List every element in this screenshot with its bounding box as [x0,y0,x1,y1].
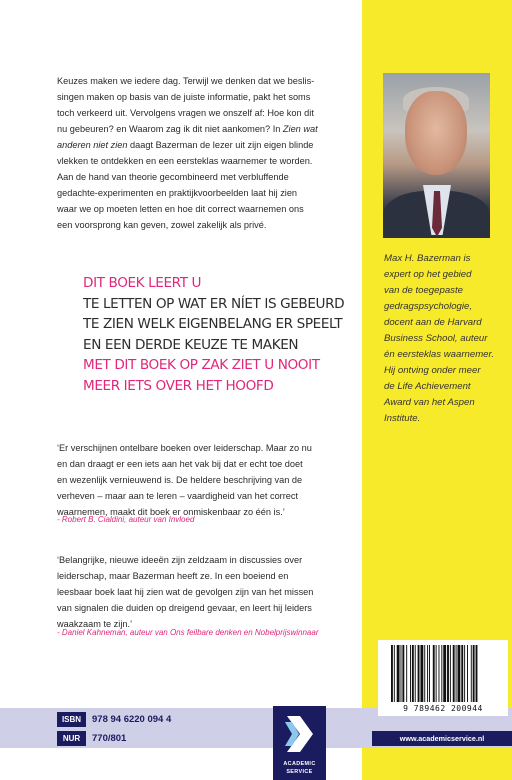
photo-face [405,91,467,175]
quote-line: leiderschap, maar Bazerman heeft ze. In een boeiend en [57,571,289,581]
publisher-name-2: SERVICE [286,769,313,775]
quote-cialdini [57,440,352,520]
quote-line: leesbaar boek laat hij zien wat de gevolgen zijn van het missen [57,587,314,597]
quote-line: waarnemen, maakt dit boek er onmiskenbaar zo één is.’ [57,507,285,517]
publisher-name-1: ACADEMIC [283,761,316,767]
bio-line: de Life Achievement [384,381,471,392]
author-bio [384,251,504,427]
quote-attribution: - Robert B. Cialdini, auteur van Invloed [57,515,195,524]
bio-line: Award van het Aspen [384,397,475,408]
barcode-bar [467,645,468,702]
barcode-bar [473,645,475,702]
tagline-line: MET DIT BOEK OP ZAK ZIET U NOOIT [83,357,320,373]
barcode-bar [450,645,451,702]
barcode-bar [464,645,465,702]
barcode-bar [441,645,442,702]
barcode-bar [401,645,402,702]
barcode-bar [406,645,407,702]
barcode-bar [424,645,425,702]
book-title-part: Zien wat [282,124,318,134]
intro-line: waar we op moeten letten en hoe dit correct waarnemen ons [57,204,304,214]
barcode-bar [397,645,400,702]
barcode-bar [476,645,478,702]
bio-line: expert op het gebied [384,269,472,280]
tagline-line: TE LETTEN OP WAT ER NÍET IS GEBEURD [83,295,345,312]
nur-value: 770/801 [92,733,127,744]
tagline-line: DIT BOEK LEERT U [83,275,202,291]
barcode-bar [443,645,446,702]
nur-label: NUR [57,731,86,746]
barcode-bar [461,645,463,702]
tagline-line: TE ZIEN WELK EIGENBELANG ER SPEELT [83,316,343,332]
tagline-line: EN EEN DERDE KEUZE TE MAKEN [83,336,299,353]
book-title-part: anderen niet zien [57,140,128,150]
barcode-bar [420,645,423,702]
intro-line: daagt Bazerman de lezer uit zijn eigen blinde [127,140,314,150]
quote-line: en dan draagt er een iets aan het vak bij dat er echt toe doet [57,459,303,469]
intro-line: toch verkeerd uit. Vervolgens vragen we onszelf af: Hoe kon dit [57,108,314,118]
barcode-bar [453,645,455,702]
quote-line: en wezenlijk vernieuwend is. De heldere beschrijving van de [57,475,303,485]
intro-line: gedachte-experimenten en praktijkvoorbeelden laat hij zien [57,188,298,198]
barcode-bar [439,645,440,702]
barcode [391,645,501,702]
barcode-bar [433,645,435,702]
bio-line: docent aan de Harvard [384,317,482,328]
tagline-line: MEER IETS OVER HET HOOFD [83,377,274,394]
intro-line: singen maken op basis van de juiste informatie, pakt het soms [57,92,311,102]
barcode-bar [412,645,414,702]
barcode-bar [458,645,461,702]
barcode-bar [391,645,393,702]
chevron-logo-icon [283,712,316,756]
bio-line: Institute. [384,413,421,424]
bio-line: én eersteklas waarnemer. [384,349,495,360]
barcode-bar [402,645,404,702]
quote-line: verheven – maar aan te leren – vaardigheid van het correct [57,491,299,501]
barcode-bar [394,645,395,702]
bio-line: Business School, auteur [384,333,488,344]
barcode-bar [410,645,411,702]
barcode-number: 9 789462 200944 [403,704,483,713]
intro-line: vlekken te ontdekken en een eersteklas waarnemer te worden. [57,156,313,166]
isbn-value: 978 94 6220 094 4 [92,714,172,725]
intro-line: Aan de hand van theorie gecombineerd met verbluffende [57,172,289,182]
intro-line: nu gebeuren? en Waarom zag ik dit niet aankomen? In [57,124,283,134]
author-photo [383,73,490,238]
barcode-bar [471,645,472,702]
publisher-logo [273,706,326,780]
barcode-bar [436,645,437,702]
website-url: www.academicservice.nl [372,731,512,746]
barcode-bar [456,645,457,702]
bio-line: Hij ontving onder meer [384,365,481,376]
barcode-bar [429,645,430,702]
barcode-bar [427,645,428,702]
quote-line: ‘Belangrijke, nieuwe ideeën zijn zeldzaam in discussies over [57,555,303,565]
barcode-bar [415,645,416,702]
intro-line: een voorsprong kan geven, zowel zakelijk als privé. [57,220,267,230]
tagline-block [83,273,358,396]
quote-line: van signalen die duiden op dreigend gevaar, en leert hij leiders [57,603,312,613]
bio-line: gedragspsychologie, [384,301,473,312]
quote-line: waakzaam te zijn.’ [57,619,133,629]
intro-line: Keuzes maken we iedere dag. Terwijl we denken dat we beslis- [57,76,315,86]
barcode-bar [447,645,449,702]
barcode-bar [418,645,420,702]
quote-line: ‘Er verschijnen ontelbare boeken over leiderschap. Maar zo nu [57,443,312,453]
intro-paragraph [57,73,352,233]
bio-line: van de toegepaste [384,285,463,296]
quote-kahneman [57,552,352,632]
quote-attribution: - Daniel Kahneman, auteur van Ons feilbare denken en Nobelprijswinnaar [57,628,319,637]
bio-line: Max H. Bazerman is [384,253,471,264]
isbn-label: ISBN [57,712,86,727]
